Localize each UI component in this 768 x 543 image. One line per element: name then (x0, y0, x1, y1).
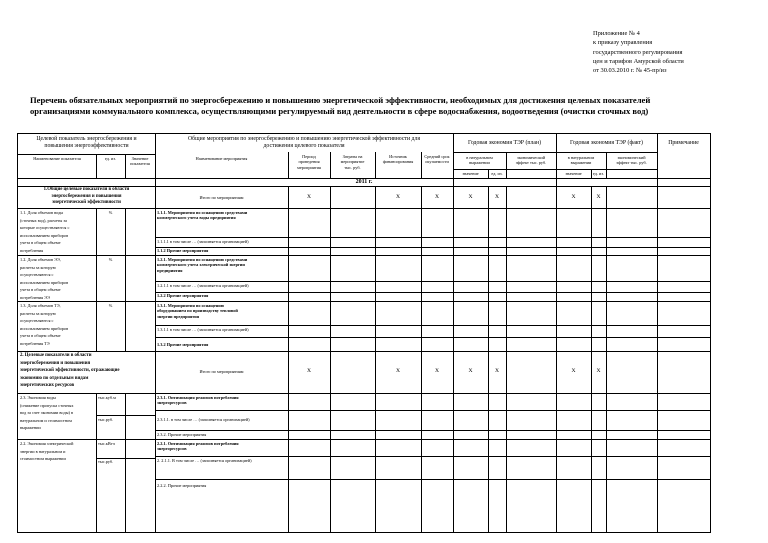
measure-1-3-2: 1.3.2 Прочие мероприятия (157, 342, 209, 347)
grid-line (657, 134, 658, 532)
sub-unit-fact: ед. из. (592, 171, 605, 176)
indicator-1-3: 1.3. Доля объемов ТЭ, расчеты за которую осуществляются с использованием приборов учета в общем объеме потребления ТЭ (20, 303, 69, 346)
col-unit: ед. из. (104, 156, 117, 161)
appendix-line: государственного регулирования (593, 48, 683, 56)
col-period: Период проведения мероприятия (297, 154, 321, 170)
grid-line (155, 325, 710, 326)
unit-2-3-cost: тыс.руб. (98, 417, 114, 422)
document-title (30, 95, 742, 117)
grid-line (155, 337, 710, 338)
unit-2-2-cost: тыс.руб. (98, 459, 114, 464)
col-indicator-name: Наименование показателя (33, 156, 81, 161)
grid-line (155, 479, 710, 480)
appendix-line: цен и тарифов Амурской области (593, 57, 684, 65)
indicator-2-3: 2.3. Экономия воды (снижение пропуска сточных вод за счет экономии воды) в натуральном и стоимостном выражении (20, 395, 74, 431)
x-mark: Х (494, 194, 500, 200)
grid-line (375, 186, 376, 532)
col-econ-plan: экономический эффект тыс. руб. (515, 155, 547, 166)
grid-line (506, 186, 507, 532)
measure-1-1-2: 1.1.2 Прочие мероприятия (157, 248, 209, 253)
x-mark: Х (468, 194, 473, 200)
unit-2-3-natural: тыс.куб.м (98, 395, 116, 400)
x-mark: Х (571, 194, 576, 200)
col-econ-fact: экономический эффект тыс. руб. (616, 155, 647, 166)
col-costs: Затраты на мероприятие тыс. руб. (340, 154, 365, 170)
measure-2-3-2: 2.3.2. Прочие мероприятия (157, 432, 207, 437)
measure-1-1-1: 1.1.1. Мероприятия по оснащению средствами коммерческого учета воды предприятия (157, 210, 248, 221)
x-mark: Х (571, 368, 576, 374)
col-natural-plan: в натуральном выражении (466, 155, 493, 166)
x-mark: Х (306, 368, 312, 374)
section-1-total: Итого по мероприятиям (199, 195, 244, 200)
indicator-2-2: 2.2. Экономия электрической энергии в натуральном и стоимостном выражении (20, 441, 74, 462)
appendix-line: Приложение № 4 (593, 30, 640, 37)
col-natural-fact: в натуральном выражении (567, 155, 595, 166)
measure-1-3-1-1: 1.3.1.1 в том числе … (заполняется организацией) (157, 327, 249, 332)
appendix-line: от 30.03.2010 г. № 45-пр/из (593, 67, 667, 75)
grid-line (155, 247, 710, 248)
measure-1-2-2: 1.2.2 Прочие мероприятия (157, 293, 209, 298)
unit-1-1: % (108, 210, 113, 215)
header-note: Примечание (668, 140, 699, 146)
header-measures: Общие мероприятия по энергосбережению и повышению энергетической эффективности для достижения целевого показателя (188, 136, 420, 149)
x-mark: Х (596, 194, 601, 200)
col-value: Значение показателя (130, 156, 150, 167)
sub-value-plan: значение (462, 171, 479, 176)
grid-line (96, 208, 97, 351)
grid-line (18, 154, 155, 155)
measure-2-3-1-1: 2.3.1.1. в том числе … (заполняется организацией) (157, 417, 250, 422)
section-1-title: 1.Общие целевые показатели в области энергосбережения и повышения энергетической эффективности (43, 187, 130, 206)
x-mark: Х (395, 194, 401, 200)
col-measure-name: Наименование мероприятия (195, 156, 248, 161)
x-mark: Х (395, 368, 401, 374)
unit-1-3: % (108, 303, 113, 308)
grid-line (155, 134, 156, 532)
title-line: организациями коммунального комплекса, осуществляющими регулируемый вид деятельности в сфере водоснабжения, водоотведения (очистки сточных вод) (30, 106, 649, 116)
grid-line (155, 456, 710, 457)
grid-line (155, 237, 710, 238)
x-mark: Х (434, 194, 440, 200)
year-row: 2011 г. (355, 179, 373, 185)
grid-line (421, 186, 422, 532)
x-mark: Х (434, 368, 440, 374)
grid-line (125, 208, 126, 351)
grid-line (155, 430, 710, 431)
grid-line (96, 393, 97, 532)
grid-line (606, 186, 607, 532)
grid-line (155, 281, 710, 282)
measure-1-1-1-1: 1.1.1.1 в том числе … (заполняется организацией) (157, 239, 249, 244)
appendix-block (593, 29, 684, 75)
measure-1-3-1: 1.3.1. Мероприятия по оснащению оборудованием по производству тепловой энергии предприятия (157, 303, 238, 319)
grid-line (330, 186, 331, 532)
grid-line (453, 152, 657, 153)
unit-2-2-natural: тыс.кВтч (98, 441, 115, 446)
sub-value-fact: значение (565, 171, 582, 176)
header-plan: Годовая экономия ТЭР (план) (467, 140, 542, 146)
unit-1-2: % (108, 257, 113, 262)
measures-table (17, 133, 711, 533)
measure-2-3-1: 2.3.1. Оптимизация режимов потребления энергоресурсов (157, 395, 239, 406)
col-payback: Средний срок окупаемости (424, 154, 450, 165)
section-2-title: 2. Целевые показатели в области энергосбережения и повышения энергетической эффективности, отражающие экономию по отдельным видам энергетических ресурсов (20, 353, 120, 389)
grid-line (556, 134, 557, 532)
grid-line (488, 186, 489, 532)
measure-2-2-2: 2.2.2. Прочие мероприятия (157, 483, 207, 488)
measure-1-2-1: 1.2.1. Мероприятия по оснащению средствами коммерческого учета электрической энергии предприятия (157, 257, 248, 273)
measure-1-2-1-1: 1.2.1.1 в том числе … (заполняется организацией) (157, 283, 249, 288)
section-2-total: Итого по мероприятиям (199, 369, 244, 374)
grid-line (288, 186, 289, 532)
x-mark: Х (468, 368, 473, 374)
header-fact: Годовая экономия ТЭР (факт) (570, 140, 643, 146)
indicator-1-2: 1.2. Доля объемов ЭЭ, расчеты за которую осуществляются с использованием приборов учета в общем объеме потребления ЭЭ (20, 257, 69, 300)
measure-2-2-1: 2.2.1. Оптимизация режимов потребления энергоресурсов (157, 441, 239, 452)
grid-line (453, 134, 454, 532)
grid-line (125, 393, 126, 532)
grid-line (155, 410, 710, 411)
appendix-line: к приказу управления (593, 39, 653, 47)
grid-line (591, 186, 592, 532)
indicator-1-1: 1.1. Доля объемов воды (сточных вод), расчеты за которые осуществляются с использованием приборов учета в общем объеме потребления (20, 210, 70, 253)
measure-2-2-1-1: 2. 2.1.1. В том числе … (заполняется организацией) (157, 458, 252, 463)
grid-line (155, 292, 710, 293)
header-target-indicator: Целевой показатель энергосбережения и повышения энергоэффективности (36, 136, 137, 149)
col-source: Источник финансирования (382, 154, 414, 165)
x-mark: Х (596, 368, 601, 374)
sub-unit-plan: ед. из. (491, 171, 503, 176)
x-mark: Х (494, 368, 500, 374)
title-line: Перечень обязательных мероприятий по энергосбережению и повышению энергетической эффективности, необходимых для достижения целевых показателей (30, 95, 651, 105)
grid-line (453, 169, 657, 170)
x-mark: Х (306, 194, 312, 200)
